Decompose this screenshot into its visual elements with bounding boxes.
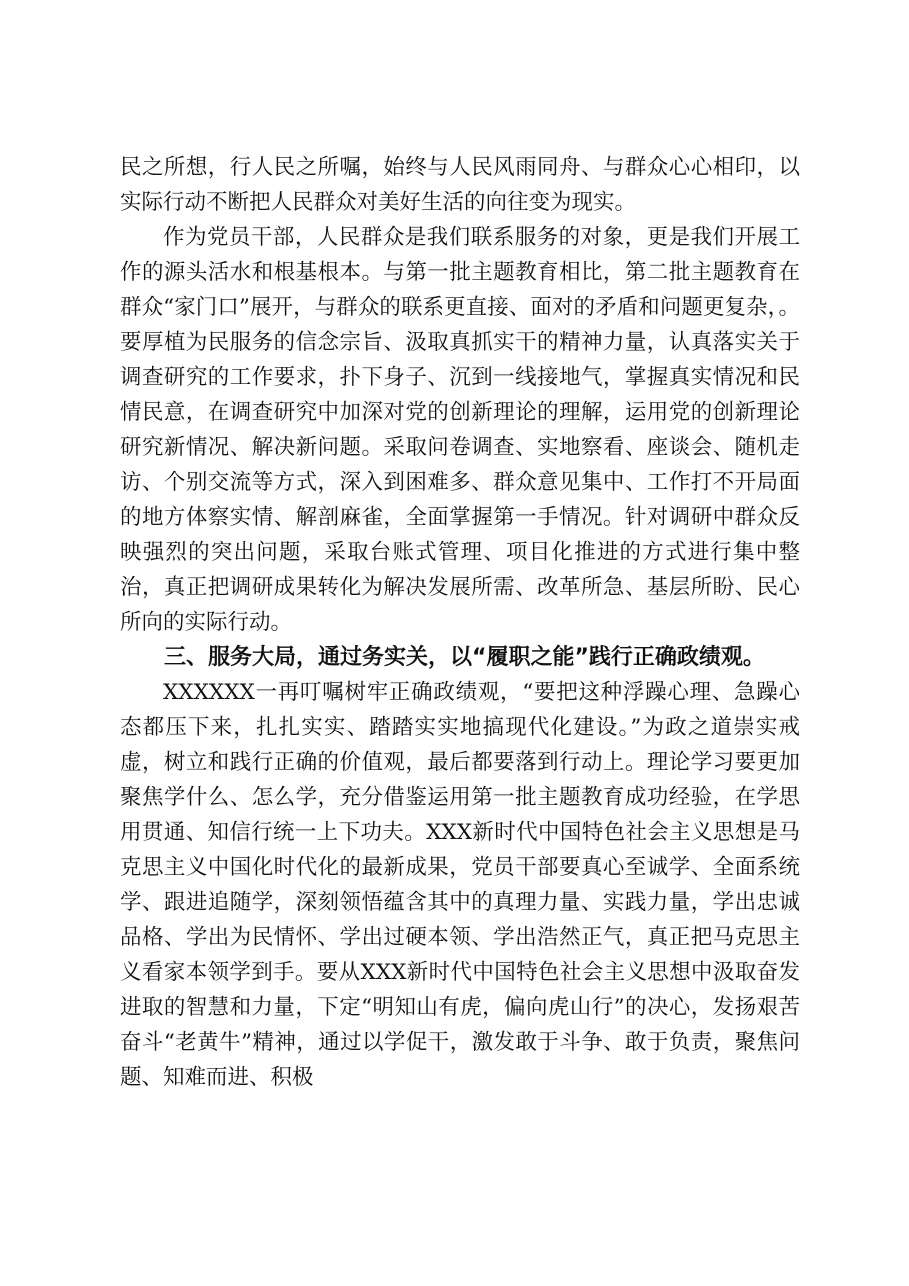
paragraph-performance-view: XXXXXX一再叮嘱树牢正确政绩观，“要把这种浮躁心理、急躁心态都压下来，扎扎实实、踏踏实实地搞现代化建设。”为政之道崇实戒虚，树立和践行正确的价值观，最后都要落到行动上。理论学习要更加聚焦学什么、怎么学，充分借鉴运用第一批主题教育成功经验，在学思用贯通、知信行统一上下功夫。XXX新时代中国特色社会主义思想是马克思主义中国化时代化的最新成果，党员干部要真心至诚学、全面系统学、跟进追随学，深刻领悟蕴含其中的真理力量、实践力量，学出忠诚品格、学出为民情怀、学出过硬本领、学出浩然正气，真正把马克思主义看家本领学到手。要从XXX新时代中国特色社会主义思想中汲取奋发进取的智慧和力量，下定“明知山有虎，偏向虎山行”的决心，发扬艰苦奋斗“老黄牛”精神，通过以学促干，激发敢于斗争、敢于负责，聚焦问题、知难而进、积极 [120, 680, 800, 1090]
paragraph-continuation: 民之所想，行人民之所嘱，始终与人民风雨同舟、与群众心心相印，以实际行动不断把人民群众对美好生活的向往变为现实。 [120, 155, 800, 215]
section-heading-three: 三、服务大局，通过务实关，以“履职之能”践行正确政绩观。 [164, 645, 765, 670]
document-body [120, 150, 800, 1095]
paragraph-investigation: 作为党员干部，人民群众是我们联系服务的对象，更是我们开展工作的源头活水和根基根本。与第一批主题教育相比，第二批主题教育在群众“家门口”展开，与群众的联系更直接、面对的矛盾和问题更复杂，。要厚植为民服务的信念宗旨、汲取真抓实干的精神力量，认真落实关于调查研究的工作要求，扑下身子、沉到一线接地气，掌握真实情况和民情民意，在调查研究中加深对党的创新理论的理解，运用党的创新理论研究新情况、解决新问题。采取问卷调查、实地察看、座谈会、随机走访、个别交流等方式，深入到困难多、群众意见集中、工作打不开局面的地方体察实情、解剖麻雀，全面掌握第一手情况。针对调研中群众反映强烈的突出问题，采取台账式管理、项目化推进的方式进行集中整治，真正把调研成果转化为解决发展所需、改革所急、基层所盼、民心所向的实际行动。 [120, 225, 800, 635]
